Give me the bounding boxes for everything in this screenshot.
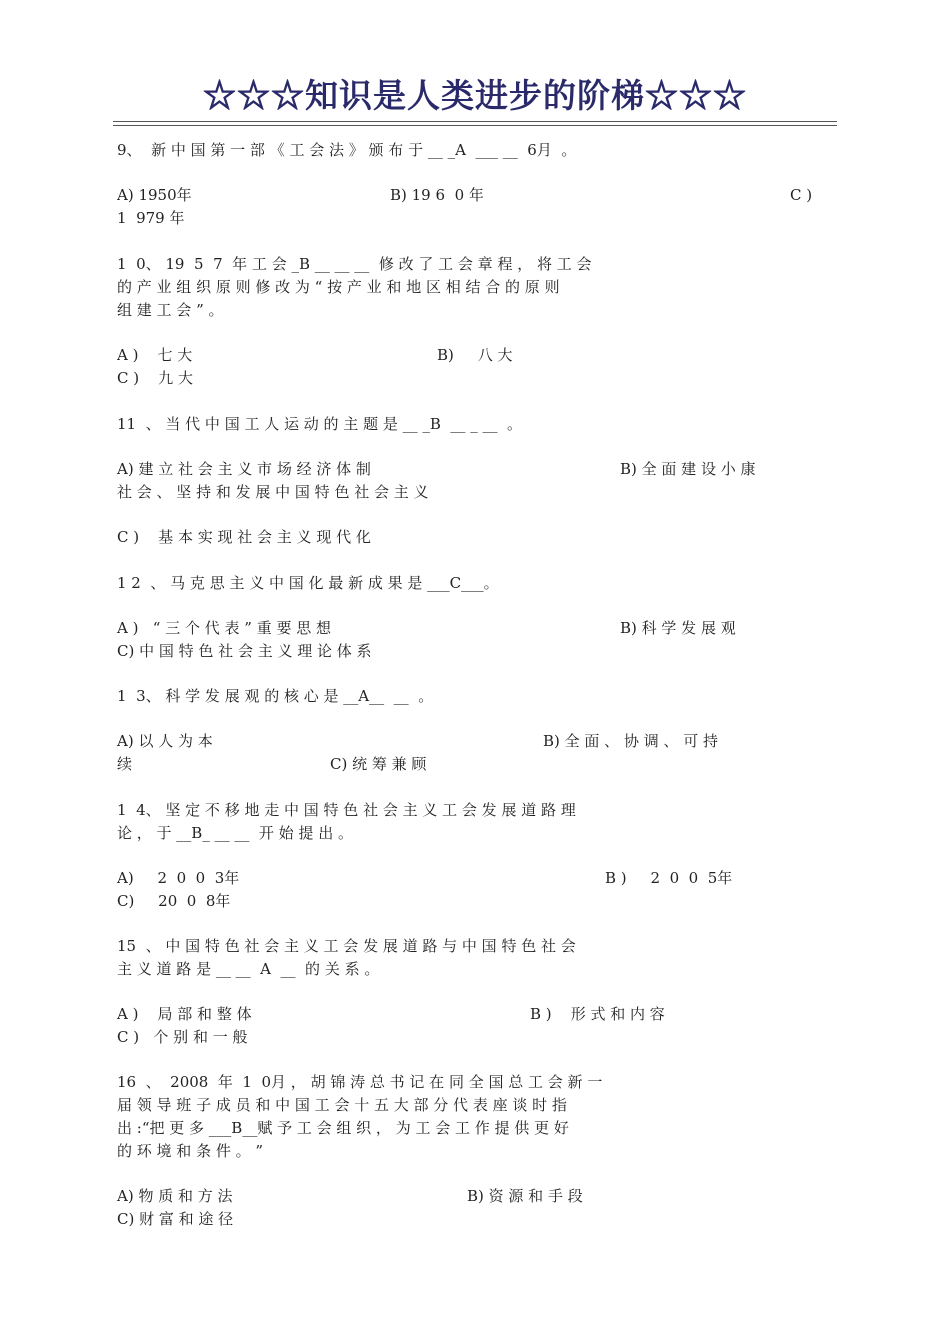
question-text-line: 论 ， 于 __B_ __ __ 开 始 提 出 。 (117, 824, 353, 842)
question-text-line: 主 义 道 路 是 __ __ A __ 的 关 系 。 (117, 960, 380, 978)
question-text-line: 11 、 当 代 中 国 工 人 运 动 的 主 题 是 __ _B __ _ __ 。 (117, 415, 523, 433)
question-text-line: B ) 形 式 和 内 容 (530, 1005, 665, 1023)
page-header-title: ☆☆☆知识是人类进步的阶梯☆☆☆ (203, 76, 747, 115)
question-text-line: C ) (790, 186, 813, 204)
header-divider-bottom (113, 125, 837, 126)
question-text-line: A ) 局 部 和 整 体 (117, 1005, 252, 1023)
question-text-line: B) 科 学 发 展 观 (620, 619, 736, 637)
question-text-line: A ) 七 大 (117, 346, 193, 364)
question-text-line: 1 979 年 (117, 209, 185, 227)
question-text-line: 的 产 业 组 织 原 则 修 改 为 “ 按 产 业 和 地 区 相 结 合 的 原 则 (117, 278, 560, 296)
question-text-line: 届 领 导 班 子 成 员 和 中 国 工 会 十 五 大 部 分 代 表 座 谈 时 指 (117, 1096, 567, 1114)
question-text-line: 15 、 中 国 特 色 社 会 主 义 工 会 发 展 道 路 与 中 国 特 色 社 会 (117, 937, 576, 955)
question-text-line: C ) 基 本 实 现 社 会 主 义 现 代 化 (117, 528, 371, 546)
question-text-line: C) 财 富 和 途 径 (117, 1210, 234, 1228)
question-text-line: A) 2 0 0 3年 (117, 869, 240, 887)
question-text-line: B) 八 大 (437, 346, 513, 364)
question-text-line: B ) 2 0 0 5年 (605, 869, 733, 887)
question-text-line: A) 物 质 和 方 法 (117, 1187, 233, 1205)
question-text-line: 1 2 、 马 克 思 主 义 中 国 化 最 新 成 果 是 ___C___。 (117, 574, 499, 592)
question-text-line: B) 全 面 、 协 调 、 可 持 (543, 732, 719, 750)
question-text-line: B) 全 面 建 设 小 康 (620, 460, 756, 478)
question-text-line: C) 20 0 8年 (117, 892, 231, 910)
question-text-line: 的 环 境 和 条 件 。 ” (117, 1142, 264, 1160)
question-text-line: 9、 新 中 国 第 一 部 《 工 会 法 》 颁 布 于 __ _A ___ __ 6月 。 (117, 141, 577, 159)
question-text-line: C) 统 筹 兼 顾 (330, 755, 427, 773)
question-text-line: 1 4、 坚 定 不 移 地 走 中 国 特 色 社 会 主 义 工 会 发 展 道 路 理 (117, 801, 576, 819)
question-text-line: 出 :“把 更 多 ___B__赋 予 工 会 组 织 ， 为 工 会 工 作 提 供 更 好 (117, 1119, 569, 1137)
question-text-line: A) 以 人 为 本 (117, 732, 213, 750)
question-text-line: B) 资 源 和 手 段 (467, 1187, 583, 1205)
question-text-line: C ) 九 大 (117, 369, 193, 387)
question-text-line: C ) 个 别 和 一 般 (117, 1028, 248, 1046)
question-text-line: A) 建 立 社 会 主 义 市 场 经 济 体 制 (117, 460, 371, 478)
question-text-line: 续 (117, 755, 133, 773)
question-text-line: 16 、 2008 年 1 0月 ， 胡 锦 涛 总 书 记 在 同 全 国 总 工 会 新 一 (117, 1073, 603, 1091)
header-divider-top (113, 121, 837, 122)
question-text-line: 1 3、 科 学 发 展 观 的 核 心 是 __A__ __ 。 (117, 687, 434, 705)
question-text-line: 社 会 、 坚 持 和 发 展 中 国 特 色 社 会 主 义 (117, 483, 429, 501)
question-text-line: A) 1950年 (117, 186, 192, 204)
question-text-line: C) 中 国 特 色 社 会 主 义 理 论 体 系 (117, 642, 372, 660)
question-text-line: 1 0、 19 5 7 年 工 会 _B __ __ __ 修 改 了 工 会 章 程 ， 将 工 会 (117, 255, 592, 273)
question-text-line: 组 建 工 会 ” 。 (117, 301, 224, 319)
question-text-line: A ) “ 三 个 代 表 ” 重 要 思 想 (117, 619, 332, 637)
question-text-line: B) 19 6 0 年 (390, 186, 484, 204)
